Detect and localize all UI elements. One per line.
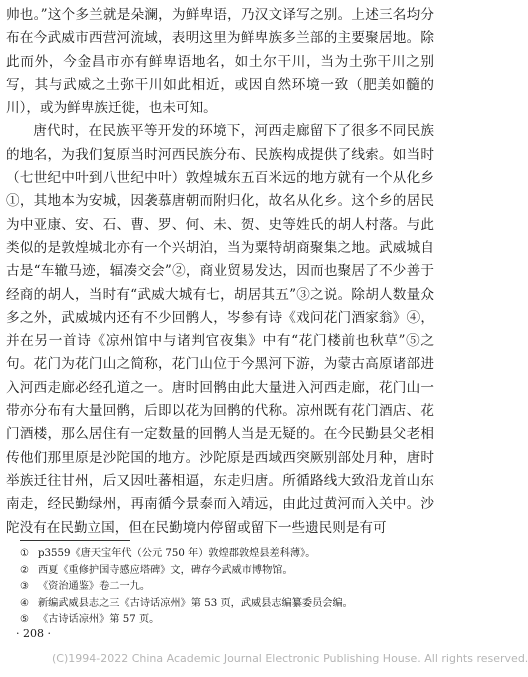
footnote-text: 《古诗话凉州》第 57 页。 [38,614,160,626]
footnote [20,612,434,629]
paragraph: 唐代时，在民族平等开发的环境下，河西走廊留下了很多不同民族的地名，为我们复原当时河西民族分布、民族构成提供了线索。如当时（七世纪中叶到八世纪中叶）敦煌城东五百米远的地方就有一个从化乡①，其地本为安城，因袭慕唐朝而附归化，故名从化乡。这个乡的居民为中亚康、安、石、曹、罗、何、未、贺、史等姓氏的胡人村落。与此类似的是敦煌城北亦有一个兴胡泊，当为粟特胡商聚集之地。武威城自古是“车辙马迹，辐凑交会”②，商业贸易发达，因而也聚居了不少善于经商的胡人，当时有“武威大城有七，胡居其五”③之说。除胡人数量众多之外，武威城内还有不少回鹘人，岑参有诗《戏问花门酒家翁》④，并在另一首诗《凉州馆中与诸判官夜集》中有“花门楼前也秋草”⑤之句。花门为花门山之简称，花门山位于今黑河下游，为蒙古高原诸部进入河西走廊必经孔道之一。唐时回鹘由此大量进入河西走廊，花门山一带亦分布有大量回鹘，后即以花为回鹘的代称。凉州既有花门酒店、花门酒楼，那么居住有一定数量的回鹘人当是无疑的。在今民勤县父老相传他们那里原是沙陀国的地方。沙陀原是西域西突厥别部处月种，唐时举族迁往甘州，后又因吐蕃相逼，东走归唐。所循路线大致沿龙首山东南走，经民勤绿州，再南循今景泰而入靖远，由此过黄河而入关中。沙陀没有在民勤立国，但在民勤境内停留或留下一些遗民则是有可 [6,123,434,536]
footnote-mark: ⑤ [20,614,30,626]
footnote [20,563,434,580]
footnote-divider [20,540,130,541]
footnote [20,596,434,613]
footnote-mark: ② [20,564,30,576]
footnote-text: 新编武威县志之三《古诗话凉州》第 53 页，武威县志编纂委员会编。 [38,597,353,609]
paragraph: 帅也。”这个多兰就是朵澜，为鲜卑语，乃汉文译写之别。上述三名均分布在今武威市西营河流域，表明这里为鲜卑族多兰部的主要聚居地。除此而外，今金昌市亦有鲜卑语地名，如土尔干川，当为土弥干川之别写，其与武威之土弥干川如此相近，或因自然环境一致（肥美如髓的川），或为鲜卑族迁徙，也未可知。 [6,7,434,117]
footnote-mark: ① [20,548,30,559]
page-number: · 208 · [16,627,51,640]
footnote-text: 西夏《重修护国寺感应塔碑》文，碑存今武威市博物馆。 [38,564,293,576]
article-page [6,4,434,540]
footnote [20,546,434,563]
footnote-mark: ③ [20,581,30,593]
footnotes [20,546,434,629]
footnote-text: 《资治通鉴》卷二一九。 [38,581,151,593]
body-text [6,4,434,540]
footnote-text: p3559《唐天宝年代（公元 750 年）敦煌郡敦煌县差科薄》。 [38,548,316,559]
footnote-mark: ④ [20,597,30,609]
copyright-watermark: (C)1994-2022 China Academic Journal Electronic Publishing House. All rights reserved. [52,652,528,665]
footnote [20,579,434,596]
